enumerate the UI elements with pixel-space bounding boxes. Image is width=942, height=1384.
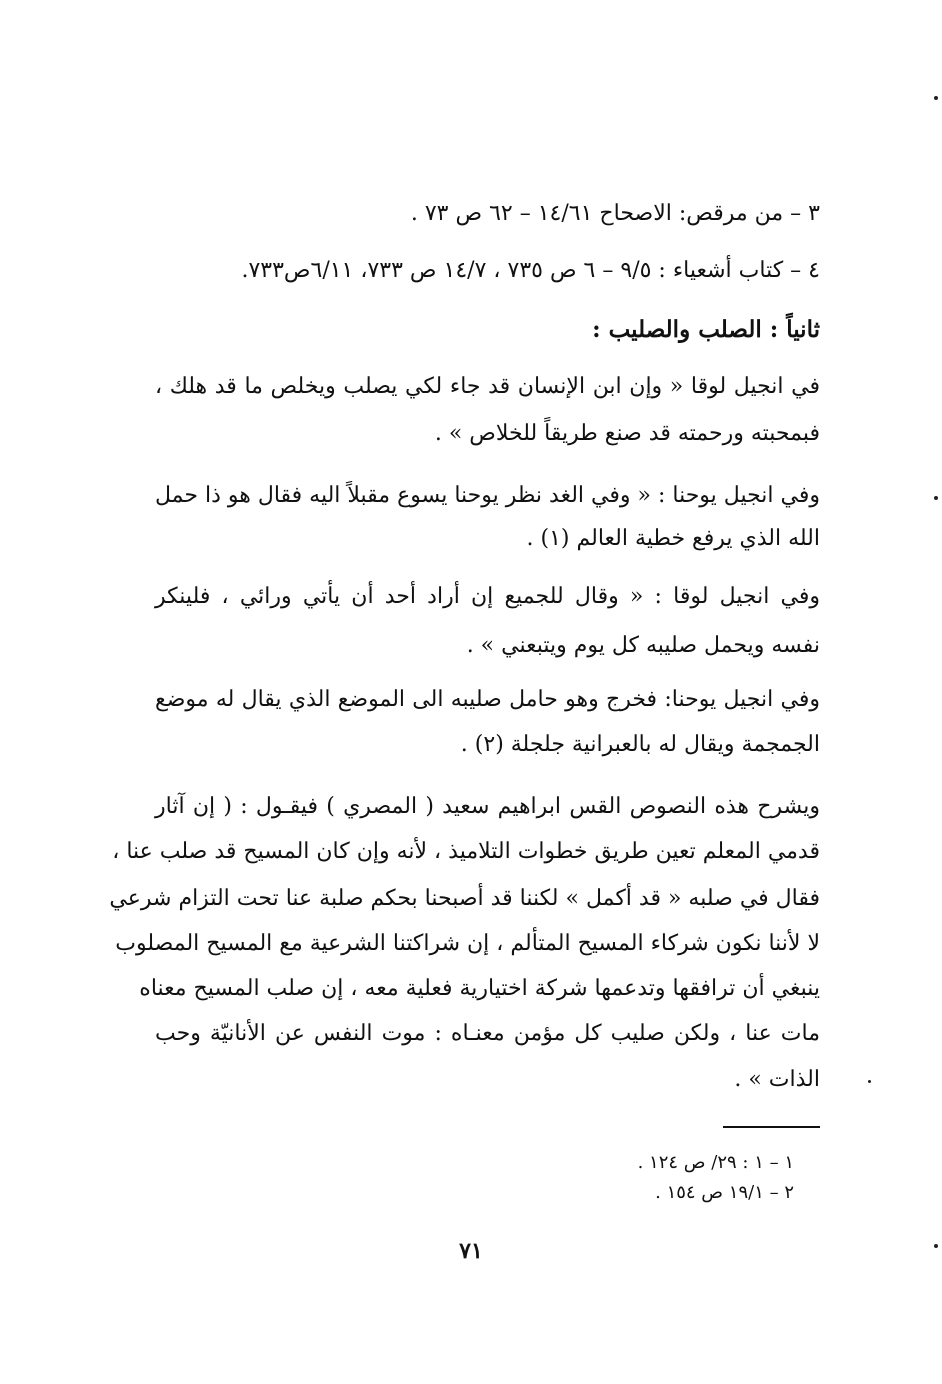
page-number: ٧١ [459,1238,483,1264]
footnote-separator [723,1126,820,1128]
paragraph-4-line-2: الجمجمة ويقال له بالعبرانية جلجلة (٢) . [460,732,820,757]
footnote-1: ١ – ١ : ٢٩/ ص ١٢٤ . [637,1152,794,1173]
paragraph-2-line-2: الله الذي يرفع خطية العالم (١) . [526,526,820,551]
footnote-2: ٢ – ١٩/١ ص ١٥٤ . [655,1182,794,1203]
paragraph-5-line-7: الذات » . [734,1067,820,1092]
paragraph-1-line-1: في انجيل لوقا « وإن ابن الإنسان قد جاء لكي يصلب ويخلص ما قد هلك ، [155,374,820,399]
list-item-4: ٤ – كتاب أشعياء : ٩/٥ – ٦ ص ٧٣٥ ، ١٤/٧ ص ٧٣٣، ٦/١١ص٧٣٣. [241,258,820,283]
paragraph-5-line-1: ويشرح هذه النصوص القس ابراهيم سعيد ( المصري ) فيقـول : ( إن آثار [155,794,820,819]
paragraph-3-line-2: نفسه ويحمل صليبه كل يوم ويتبعني » . [466,633,820,658]
paragraph-5-line-5: ينبغي أن ترافقها وتدعمها شركة اختيارية فعلية معه ، إن صلب المسيح معناه [139,976,820,1001]
scan-speck [934,96,938,100]
paragraph-4-line-1: وفي انجيل يوحنا: فخرج وهو حامل صليبه الى الموضع الذي يقال له موضع [155,687,820,712]
paragraph-5-line-6: مات عنا ، ولكن صليب كل مؤمن معنـاه : موت النفس عن الأنانيّة وحب [155,1021,820,1046]
paragraph-1-line-2: فبمحبته ورحمته قد صنع طريقاً للخلاص » . [434,421,820,446]
paragraph-2-line-1: وفي انجيل يوحنا : « وفي الغد نظر يوحنا يسوع مقبلاً اليه فقال هو ذا حمل [155,483,820,508]
paragraph-3-line-1: وفي انجيل لوقا : « وقال للجميع إن أراد أحد أن يأتي ورائي ، فلينكر [155,584,820,609]
paragraph-5-line-4: لا لأننا نكون شركاء المسيح المتألم ، إن شراكتنا الشرعية مع المسيح المصلوب [115,931,820,956]
scan-speck [868,1080,871,1083]
list-item-3: ٣ – من مرقص: الاصحاح ١٤/٦١ – ٦٢ ص ٧٣ . [410,201,820,226]
paragraph-5-line-3: فقال في صلبه « قد أكمل » لكننا قد أصبحنا بحكم صلبة عنا تحت التزام شرعي [109,886,820,911]
section-heading: ثانياً : الصلب والصليب : [592,316,820,343]
paragraph-5-line-2: قدمي المعلم تعين طريق خطوات التلاميذ ، لأنه وإن كان المسيح قد صلب عنا ، [112,839,820,864]
scan-speck [934,496,938,500]
scan-speck [934,1244,938,1248]
